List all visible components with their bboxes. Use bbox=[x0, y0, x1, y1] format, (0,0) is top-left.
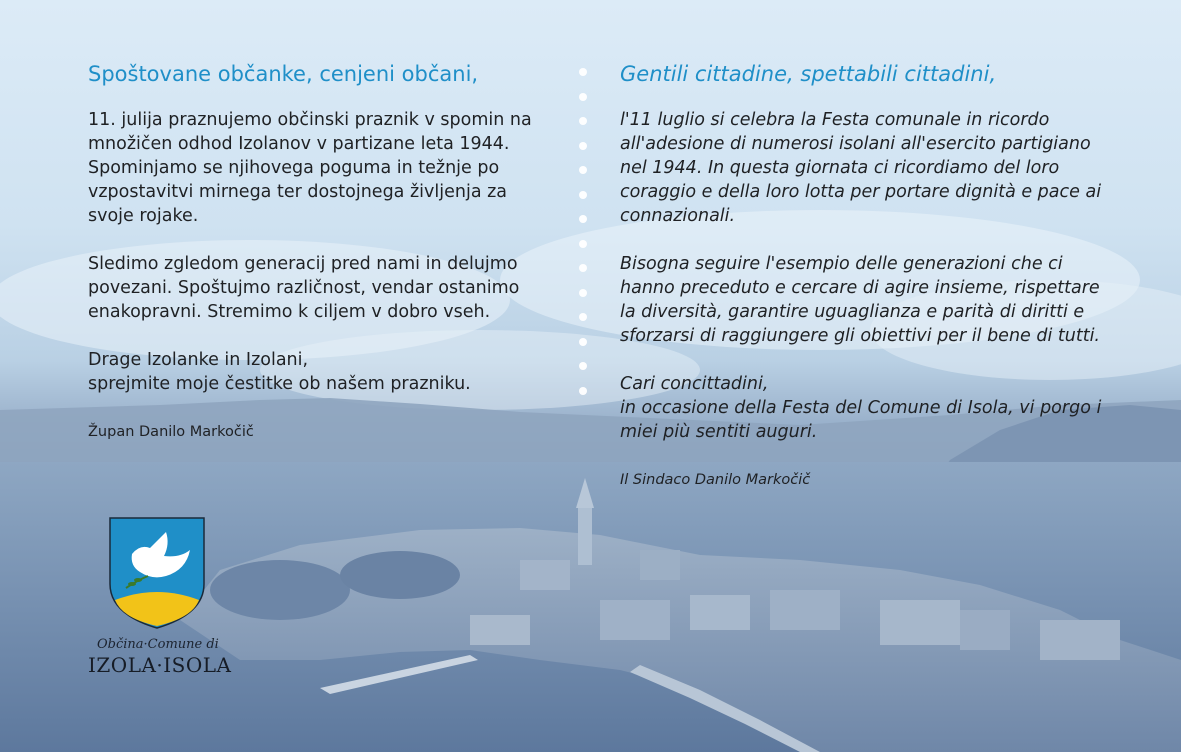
italian-paragraph-2: Bisogna seguire l'esempio delle generazioni che ci hanno preceduto e cercare di agire insieme, rispettare la diversità, garantire uguaglianza e parità di diritti e sforzarsi di raggiungere gli obiettivi per il bene di tutti. bbox=[620, 254, 1100, 346]
slovene-greeting: Spoštovane občanke, cenjeni občani, bbox=[88, 62, 479, 86]
italian-greeting: Gentili cittadine, spettabili cittadini, bbox=[620, 62, 997, 86]
slovene-signature: Župan Danilo Markočič bbox=[88, 424, 254, 440]
coat-of-arms-icon bbox=[80, 514, 230, 634]
slovene-paragraph-2: Sledimo zgledom generacij pred nami in delujmo povezani. Spoštujmo različnost, vendar ostanimo enakopravni. Stremimo k ciljem v dobro vseh. bbox=[88, 254, 520, 322]
slovene-paragraph-3: Drage Izolanke in Izolani, sprejmite moje čestitke ob našem prazniku. bbox=[88, 350, 471, 394]
italian-paragraph-3: Cari concittadini, in occasione della Festa del Comune di Isola, vi porgo i miei più sentiti auguri. bbox=[620, 374, 1102, 442]
slovene-paragraph-1: 11. julija praznujemo občinski praznik v spomin na množičen odhod Izolanov v partizane leta 1944. Spominjamo se njihovega poguma in težnje po vzpostavitvi mirnega ter dostojnega življenja za svoje rojake. bbox=[88, 110, 532, 226]
italian-message bbox=[620, 60, 1120, 492]
logo-town-name: IZOLA·ISOLA bbox=[88, 653, 232, 677]
italian-paragraph-1: l'11 luglio si celebra la Festa comunale in ricordo all'adesione di numerosi isolani all'esercito partigiano nel 1944. In questa giornata ci ricordiamo del loro coraggio e della loro lotta per portare dignità e pace ai connazionali. bbox=[620, 110, 1102, 226]
dotted-divider bbox=[579, 68, 589, 411]
logo-municipality-label: Občina·Comune di bbox=[97, 637, 219, 652]
slovene-message bbox=[88, 60, 548, 444]
italian-signature: Il Sindaco Danilo Markočič bbox=[620, 472, 811, 488]
